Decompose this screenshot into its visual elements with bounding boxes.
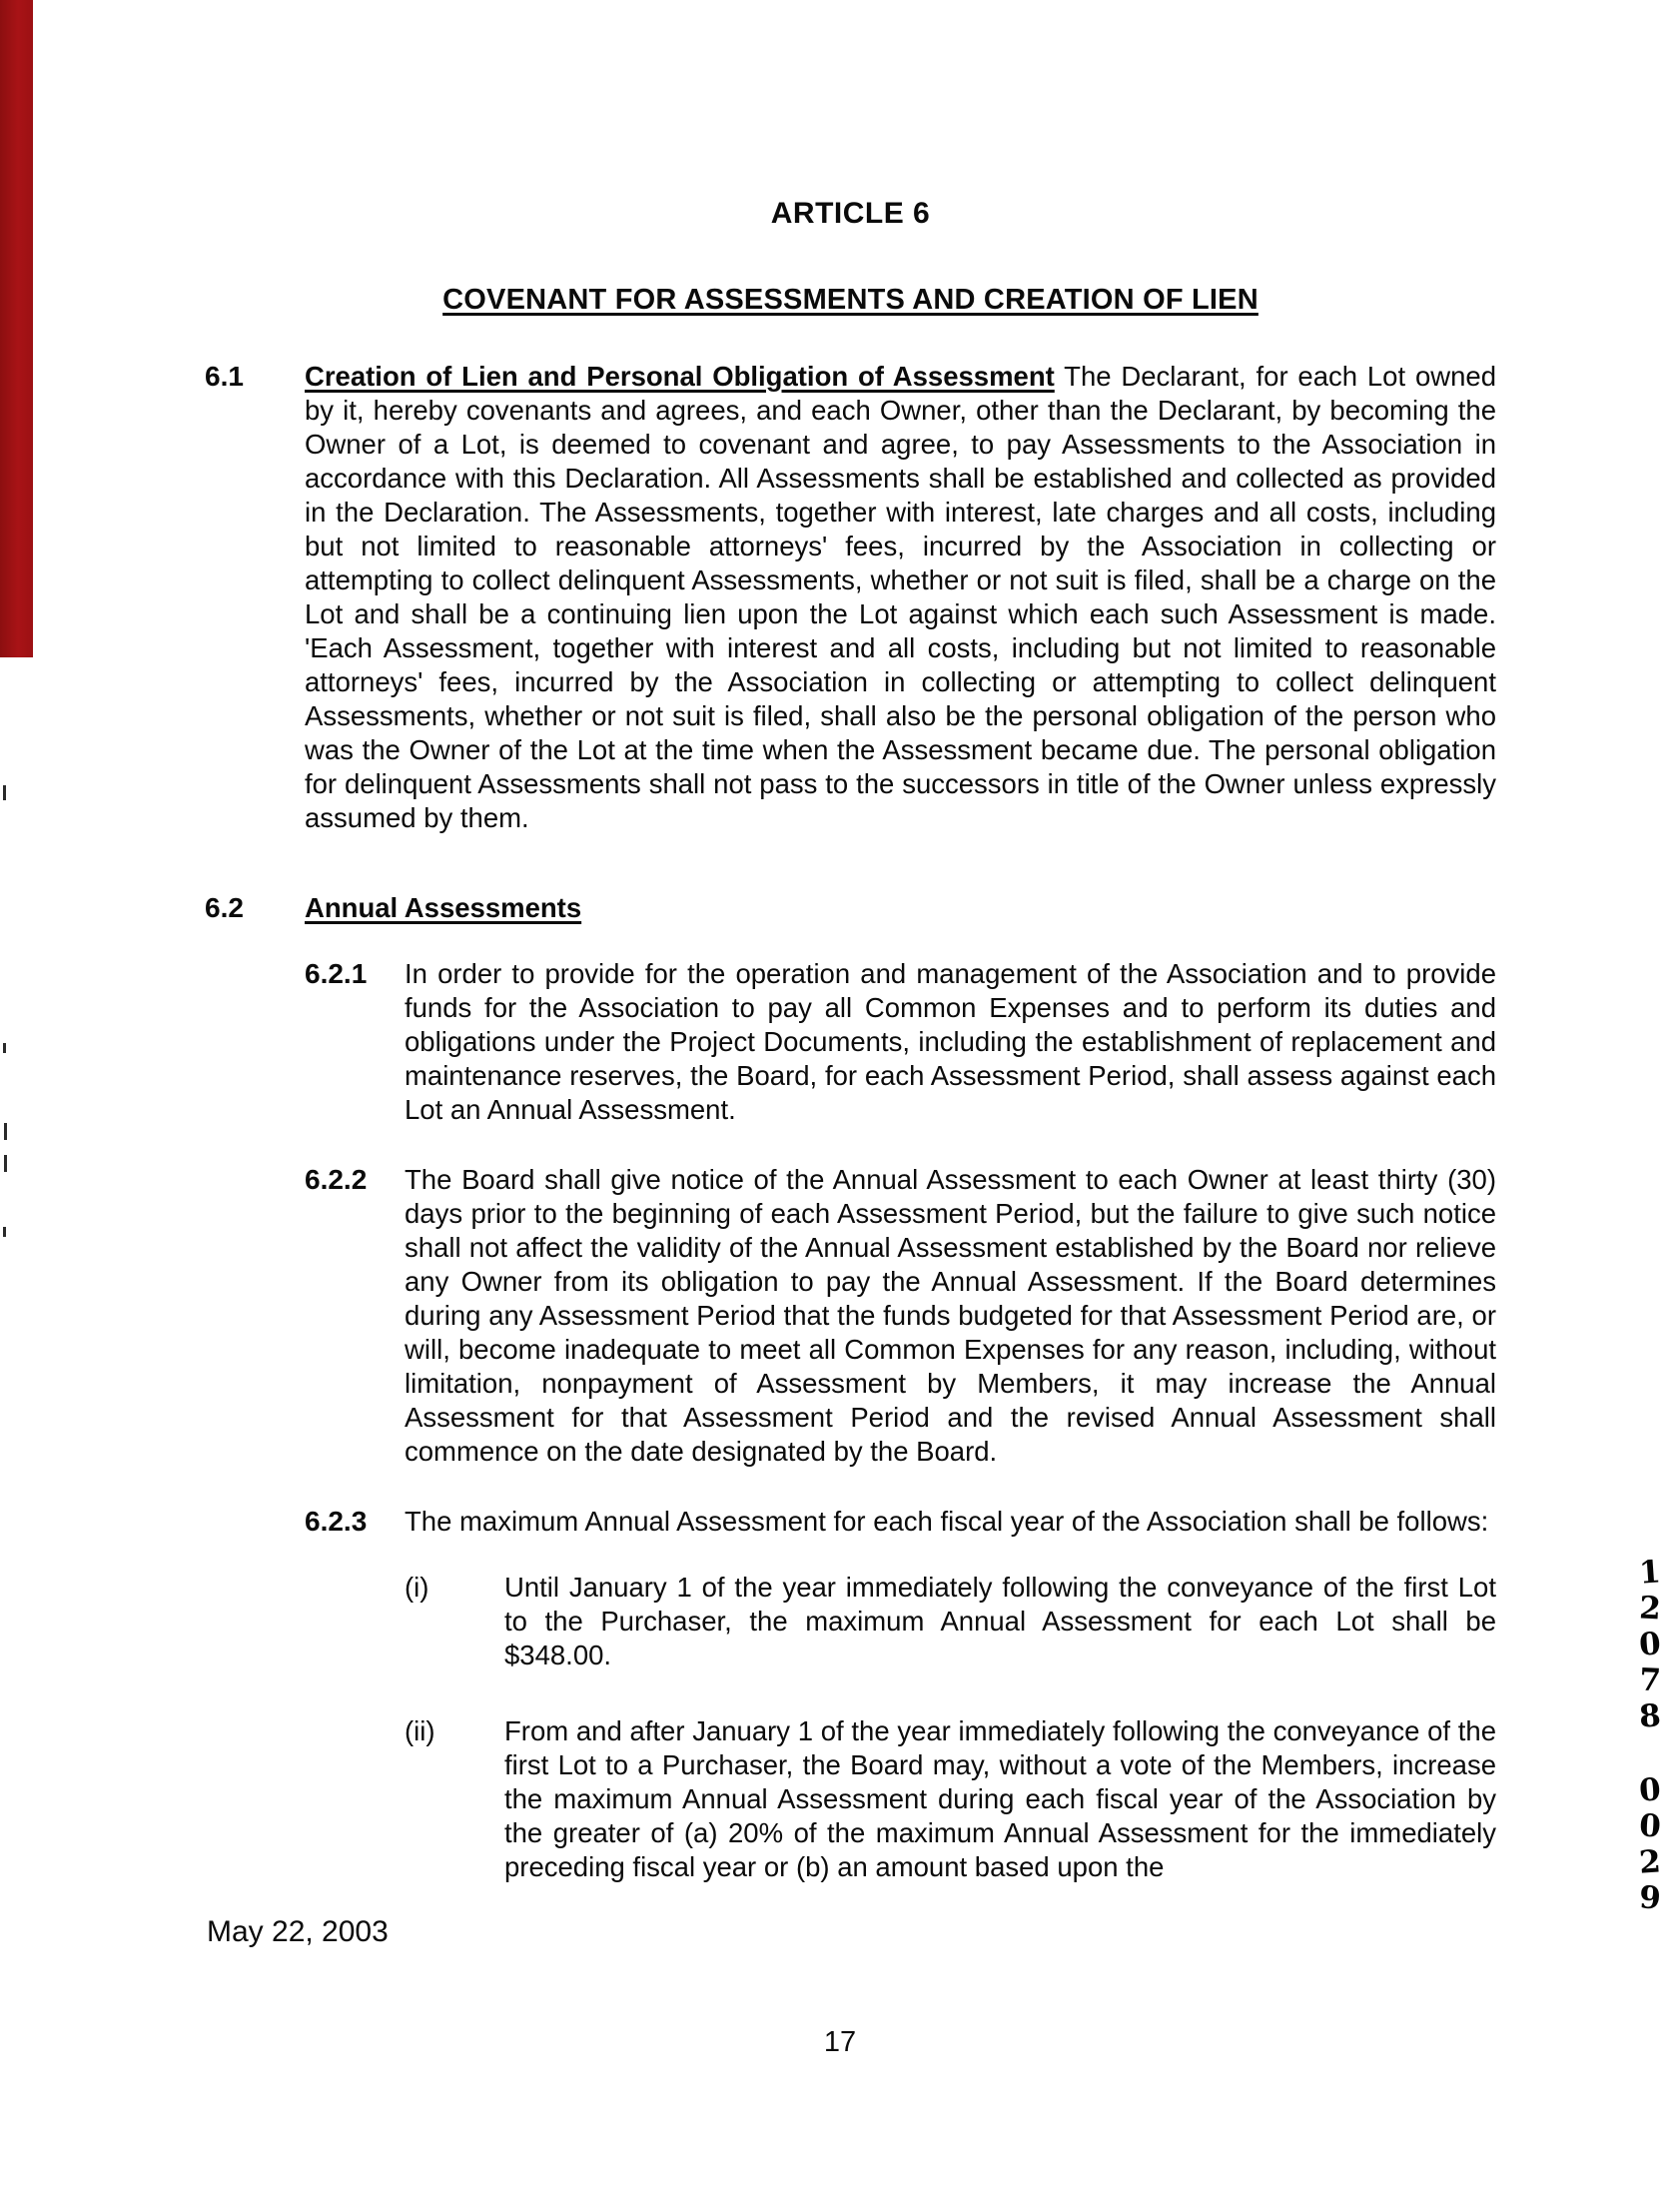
document-body bbox=[205, 196, 1496, 1884]
stamp-digit: 8 bbox=[1637, 1697, 1663, 1735]
subsection-6-2-2 bbox=[305, 1163, 1496, 1469]
stamp-digit: 0 bbox=[1637, 1771, 1663, 1809]
left-red-scan-stripe bbox=[0, 0, 33, 657]
subsection-number: 6.2.3 bbox=[305, 1506, 368, 1537]
list-item-label: (i) bbox=[405, 1572, 429, 1603]
stamp-digit: 2 bbox=[1637, 1843, 1663, 1881]
subsection-body-text: The maximum Annual Assessment for each fiscal year of the Association shall be follows: bbox=[405, 1506, 1489, 1537]
section-heading: Creation of Lien and Personal Obligation of Assessment bbox=[305, 361, 1055, 392]
margin-stamp-number-top bbox=[1630, 1555, 1670, 1734]
section-6-2 bbox=[205, 891, 1496, 925]
section-paragraph bbox=[305, 360, 1496, 835]
list-item-ii bbox=[405, 1714, 1496, 1884]
section-number: 6.1 bbox=[205, 361, 244, 392]
scan-artifact-mark bbox=[4, 1123, 7, 1140]
scan-artifact-mark bbox=[3, 1227, 6, 1237]
list-item-i bbox=[405, 1571, 1496, 1672]
margin-stamp-number-bottom bbox=[1630, 1772, 1670, 1916]
section-number: 6.2 bbox=[205, 892, 244, 923]
section-heading-wrap bbox=[305, 891, 1496, 925]
footer-date: May 22, 2003 bbox=[207, 1915, 389, 1948]
article-heading: ARTICLE 6 bbox=[770, 197, 931, 230]
subsection-6-2-1 bbox=[305, 957, 1496, 1127]
list-item-body: From and after January 1 of the year immediately following the conveyance of the first Lot to a Purchaser, the Board may, without a vote of the Members, increase the maximum Annual Assessment during each fiscal year of the Association by the greater of (a) 20% of the maximum Annual Assessment for the immediately preceding fiscal year or (b) an amount based upon the bbox=[504, 1715, 1496, 1882]
stamp-digit: 9 bbox=[1638, 1879, 1662, 1917]
stamp-digit: 2 bbox=[1638, 1590, 1662, 1628]
section-6-1 bbox=[205, 360, 1496, 835]
subsection-body-text: In order to provide for the operation and management of the Association and to provide funds for the Association to pay all Common Expenses and to perform its duties and obligations under the Project Documents, including the establishment of replacement and maintenance reserves, the Board, for each Assessment Period, shall assess against each Lot an Annual Assessment. bbox=[405, 958, 1496, 1125]
subsection-6-2-3 bbox=[305, 1505, 1496, 1539]
subsection-body-text: The Board shall give notice of the Annual Assessment to each Owner at least thirty (30) days prior to the beginning of each Assessment Period, but the failure to give such notice shall not affect the validity of the Annual Assessment established by the Board nor relieve any Owner from its obligation to pay the Annual Assessment. If the Board determines during any Assessment Period that the funds budgeted for that Assessment Period are, or will, become inadequate to meet all Common Expenses for any reason, including, without limitation, nonpayment of Assessment by Members, it may increase the Annual Assessment for that Assessment Period and the revised Annual Assessment shall commence on the date designated by the Board. bbox=[405, 1164, 1496, 1467]
section-body-text: The Declarant, for each Lot owned by it, hereby covenants and agrees, and each Owner, other than the Declarant, by becoming the Owner of a Lot, is deemed to covenant and agree, to pay Assessments to the Association in accordance with this Declaration. All Assessments shall be established and collected as provided in the Declaration. The Assessments, together with interest, late charges and all costs, including but not limited to reasonable attorneys' fees, incurred by the Association in collecting or attempting to collect delinquent Assessments, whether or not suit is filed, shall be a charge on the Lot and shall be a continuing lien upon the Lot against which each such Assessment is made. 'Each Assessment, together with interest and all costs, including but not limited to reasonable attorneys' fees, incurred by the Association in collecting or attempting to collect delinquent Assessments, whether or not suit is filed, shall also be the personal obligation of the person who was the Owner of the Lot at the time when the Assessment became due. The personal obligation for delinquent Assessments shall not pass to the successors in title of the Owner unless expressly assumed by them. bbox=[305, 361, 1496, 833]
scan-artifact-mark bbox=[3, 785, 6, 800]
stamp-digit: 0 bbox=[1637, 1626, 1663, 1663]
subsection-number: 6.2.1 bbox=[305, 958, 368, 989]
scan-artifact-mark bbox=[4, 1155, 7, 1172]
stamp-digit: 0 bbox=[1638, 1807, 1662, 1845]
list-item-label: (ii) bbox=[405, 1715, 435, 1746]
page-number: 17 bbox=[823, 2026, 857, 2058]
scan-artifact-mark bbox=[3, 1043, 6, 1053]
section-heading: Annual Assessments bbox=[305, 892, 582, 923]
document-title: COVENANT FOR ASSESSMENTS AND CREATION OF LIEN bbox=[442, 284, 1259, 316]
stamp-digit: 7 bbox=[1638, 1661, 1662, 1699]
subsection-number: 6.2.2 bbox=[305, 1164, 368, 1195]
stamp-digit: 1 bbox=[1637, 1554, 1663, 1592]
list-item-body: Until January 1 of the year immediately following the conveyance of the first Lot to the Purchaser, the maximum Annual Assessment for each Lot shall be $348.00. bbox=[504, 1572, 1496, 1670]
